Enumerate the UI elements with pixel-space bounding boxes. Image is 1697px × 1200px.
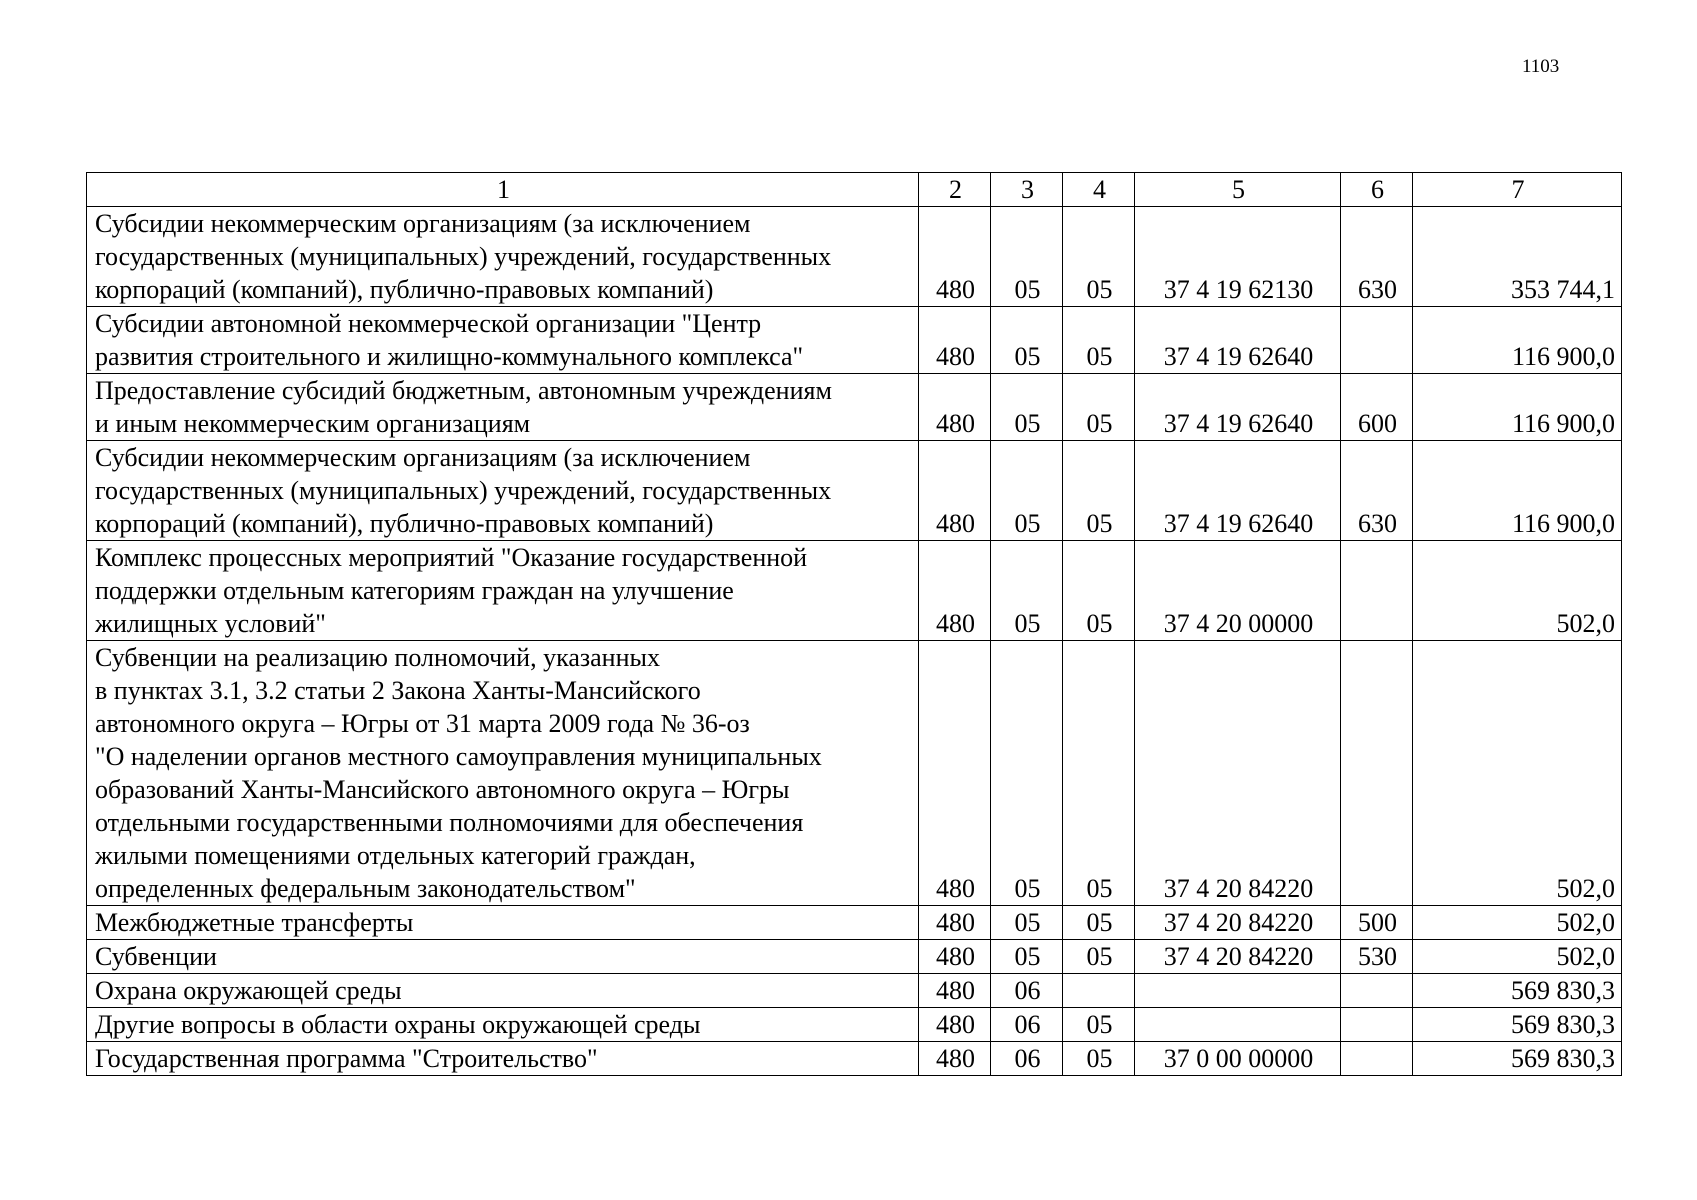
row-name-line: Другие вопросы в области охраны окружающей среды [95,1010,701,1039]
admin-code-cell: 480 [919,541,991,641]
amount-cell: 502,0 [1413,906,1622,940]
row-name-cell [87,541,919,641]
amount-cell: 502,0 [1413,641,1622,906]
section-cell: 06 [991,1042,1063,1076]
subsection-cell: 05 [1063,1008,1135,1042]
table-row [87,1042,1622,1076]
row-name-cell [87,974,919,1008]
table-row [87,374,1622,441]
admin-code-cell: 480 [919,1008,991,1042]
table-header-row [87,173,1622,207]
expense-type-cell [1341,641,1413,906]
row-name-line: Субсидии некоммерческим организациям (за исключением [95,209,751,238]
header-col-3: 3 [991,173,1063,207]
row-name-line: Охрана окружающей среды [95,976,402,1005]
table-row [87,974,1622,1008]
subsection-cell: 05 [1063,207,1135,307]
subsection-cell: 05 [1063,1042,1135,1076]
table-row [87,541,1622,641]
row-name-cell [87,641,919,906]
row-name-line: Субвенции на реализацию полномочий, указанных [95,643,660,672]
target-article-cell: 37 4 19 62640 [1135,307,1341,374]
admin-code-cell: 480 [919,906,991,940]
admin-code-cell: 480 [919,940,991,974]
subsection-cell: 05 [1063,541,1135,641]
section-cell: 05 [991,906,1063,940]
row-name-line: поддержки отдельным категориям граждан на улучшение [95,576,734,605]
target-article-cell: 37 4 19 62640 [1135,374,1341,441]
budget-table [86,172,1622,1076]
section-cell: 05 [991,374,1063,441]
admin-code-cell: 480 [919,441,991,541]
header-col-4: 4 [1063,173,1135,207]
table-row [87,1008,1622,1042]
expense-type-cell: 600 [1341,374,1413,441]
admin-code-cell: 480 [919,307,991,374]
header-col-6: 6 [1341,173,1413,207]
amount-cell: 353 744,1 [1413,207,1622,307]
subsection-cell: 05 [1063,641,1135,906]
amount-cell: 116 900,0 [1413,374,1622,441]
row-name-line: Комплекс процессных мероприятий "Оказание государственной [95,543,808,572]
amount-cell: 569 830,3 [1413,1008,1622,1042]
table-row [87,207,1622,307]
row-name-line: определенных федеральным законодательством" [95,874,636,903]
expense-type-cell [1341,1042,1413,1076]
admin-code-cell: 480 [919,641,991,906]
row-name-cell [87,374,919,441]
section-cell: 06 [991,974,1063,1008]
row-name-line: отдельными государственными полномочиями для обеспечения [95,808,804,837]
subsection-cell: 05 [1063,441,1135,541]
row-name-line: Предоставление субсидий бюджетным, автономным учреждениям [95,376,832,405]
section-cell: 05 [991,307,1063,374]
row-name-cell [87,207,919,307]
target-article-cell: 37 0 00 00000 [1135,1042,1341,1076]
expense-type-cell [1341,974,1413,1008]
row-name-cell [87,906,919,940]
amount-cell: 502,0 [1413,940,1622,974]
expense-type-cell [1341,1008,1413,1042]
row-name-line: Субсидии некоммерческим организациям (за исключением [95,443,751,472]
table-row [87,307,1622,374]
row-name-line: государственных (муниципальных) учреждений, государственных [95,242,832,271]
row-name-line: жилыми помещениями отдельных категорий граждан, [95,841,696,870]
row-name-cell [87,1042,919,1076]
target-article-cell: 37 4 20 84220 [1135,641,1341,906]
section-cell: 05 [991,541,1063,641]
subsection-cell: 05 [1063,940,1135,974]
row-name-cell [87,307,919,374]
target-article-cell: 37 4 19 62640 [1135,441,1341,541]
amount-cell: 569 830,3 [1413,1042,1622,1076]
target-article-cell [1135,1008,1341,1042]
section-cell: 05 [991,641,1063,906]
table-row [87,906,1622,940]
subsection-cell: 05 [1063,906,1135,940]
section-cell: 05 [991,441,1063,541]
header-col-7: 7 [1413,173,1622,207]
target-article-cell: 37 4 19 62130 [1135,207,1341,307]
section-cell: 05 [991,207,1063,307]
admin-code-cell: 480 [919,1042,991,1076]
amount-cell: 116 900,0 [1413,441,1622,541]
row-name-cell [87,940,919,974]
expense-type-cell: 530 [1341,940,1413,974]
row-name-cell [87,441,919,541]
table-row [87,641,1622,906]
expense-type-cell: 630 [1341,441,1413,541]
row-name-line: развития строительного и жилищно-коммунального комплекса" [95,342,804,371]
amount-cell: 116 900,0 [1413,307,1622,374]
subsection-cell: 05 [1063,307,1135,374]
expense-type-cell [1341,307,1413,374]
subsection-cell: 05 [1063,374,1135,441]
amount-cell: 502,0 [1413,541,1622,641]
expense-type-cell: 630 [1341,207,1413,307]
row-name-line: Субвенции [95,942,217,971]
subsection-cell [1063,974,1135,1008]
admin-code-cell: 480 [919,207,991,307]
target-article-cell [1135,974,1341,1008]
row-name-line: Субсидии автономной некоммерческой организации "Центр [95,309,762,338]
target-article-cell: 37 4 20 84220 [1135,906,1341,940]
table-row [87,441,1622,541]
row-name-line: корпораций (компаний), публично-правовых компаний) [95,509,714,538]
table-row [87,940,1622,974]
header-col-1: 1 [87,173,919,207]
row-name-line: государственных (муниципальных) учреждений, государственных [95,476,832,505]
target-article-cell: 37 4 20 00000 [1135,541,1341,641]
row-name-line: автономного округа – Югры от 31 марта 2009 года № 36-оз [95,709,750,738]
admin-code-cell: 480 [919,974,991,1008]
row-name-cell [87,1008,919,1042]
row-name-line: жилищных условий" [95,609,326,638]
row-name-line: в пунктах 3.1, 3.2 статьи 2 Закона Ханты-Мансийского [95,676,701,705]
row-name-line: Межбюджетные трансферты [95,908,414,937]
header-col-2: 2 [919,173,991,207]
amount-cell: 569 830,3 [1413,974,1622,1008]
expense-type-cell [1341,541,1413,641]
row-name-line: образований Ханты-Мансийского автономного округа – Югры [95,775,790,804]
target-article-cell: 37 4 20 84220 [1135,940,1341,974]
section-cell: 05 [991,940,1063,974]
row-name-line: и иным некоммерческим организациям [95,409,531,438]
header-col-5: 5 [1135,173,1341,207]
admin-code-cell: 480 [919,374,991,441]
row-name-line: "О наделении органов местного самоуправления муниципальных [95,742,822,771]
row-name-line: корпораций (компаний), публично-правовых компаний) [95,275,714,304]
expense-type-cell: 500 [1341,906,1413,940]
row-name-line: Государственная программа "Строительство" [95,1044,598,1073]
section-cell: 06 [991,1008,1063,1042]
page-number: 1103 [1522,56,1560,77]
